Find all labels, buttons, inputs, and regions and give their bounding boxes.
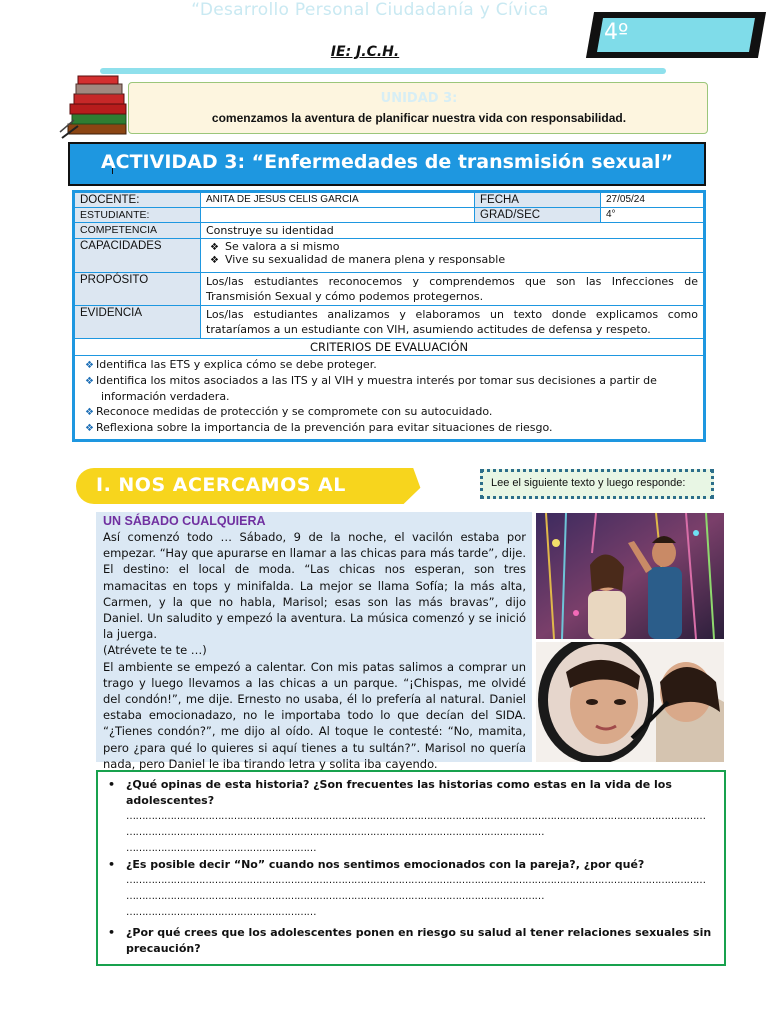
evidencia-value: Los/las estudiantes analizamos y elaboramos un texto donde explicamos como trataríamos a un estudiante con VIH, asumiendo actitudes de defensa y respeto. — [201, 306, 704, 339]
unit-box — [128, 82, 708, 134]
grado-label: GRAD/SEC — [475, 208, 601, 223]
competencia-label: COMPETENCIA — [75, 223, 201, 239]
proposito-label: PROPÓSITO — [75, 273, 201, 306]
list-item: ❖ Identifica las ETS y explica cómo se debe proteger. — [85, 358, 377, 371]
party-photo — [536, 513, 724, 639]
school-label: IE: J.C.H. — [330, 44, 400, 60]
makeup-photo — [536, 642, 724, 762]
list-item: ❖ Reflexiona sobre la importancia de la prevención para evitar situaciones de riesgo. — [85, 421, 553, 434]
docente-value: ANITA DE JESUS CELIS GARCIA — [201, 193, 475, 208]
grade-badge — [590, 12, 765, 58]
section-title: I. NOS ACERCAMOS AL — [96, 474, 346, 496]
table-row — [75, 273, 704, 306]
unit-subtitle: comenzamos la aventura de planificar nuestra vida con responsabilidad. — [211, 111, 627, 125]
evidencia-label: EVIDENCIA — [75, 306, 201, 339]
answer-line[interactable]: …………………………………………………………………………………………………………………… — [126, 827, 544, 838]
diamond-bullet-icon: ❖ — [85, 423, 94, 434]
questions-box — [96, 770, 726, 966]
list-item-continuation: información verdadera. — [101, 390, 230, 403]
estudiante-field[interactable] — [201, 208, 475, 223]
activity-title: ACTIVIDAD 3: “Enfermedades de transmisión sexual” — [100, 151, 674, 173]
list-item: ❖ Reconoce medidas de protección y se compromete con su autocuidado. — [85, 405, 493, 418]
diamond-bullet-icon: ❖ — [210, 255, 219, 266]
activity-title-bar — [68, 142, 706, 186]
question-text: ¿Por qué crees que los adolescentes ponen en riesgo su salud al tener relaciones sexuales sin precaución? — [126, 926, 712, 955]
header-divider — [100, 68, 666, 74]
table-row — [75, 223, 704, 239]
answer-line[interactable]: ………………………………………………………………………………………………………………………………………………………………… — [126, 875, 706, 886]
table-row — [75, 339, 704, 356]
course-title: “Desarrollo Personal Ciudadanía y Cívica — [191, 0, 549, 20]
story-title: UN SÁBADO CUALQUIERA — [103, 514, 266, 528]
story-box — [96, 512, 532, 771]
capacidades-label: CAPACIDADES — [75, 239, 201, 273]
grade-label: 4º — [604, 20, 629, 45]
estudiante-label: ESTUDIANTE: — [75, 208, 201, 223]
answer-line[interactable]: …………………………………………………… — [126, 907, 316, 918]
diamond-bullet-icon: ❖ — [210, 242, 219, 253]
question-item: • ¿Por qué crees que los adolescentes ponen en riesgo su salud al tener relaciones sexuales sin precaución? — [106, 925, 714, 957]
diamond-bullet-icon: ❖ — [85, 407, 94, 418]
instruction-box: Lee el siguiente texto y luego responde: — [480, 469, 714, 499]
criterios-header: CRITERIOS DE EVALUACIÓN — [75, 339, 704, 356]
docente-label: DOCENTE: — [75, 193, 201, 208]
question-item: • ¿Es posible decir “No” cuando nos sentimos emocionados con la pareja?, ¿por qué? — [108, 858, 645, 871]
capacidades-list — [201, 239, 704, 273]
criterios-list — [75, 356, 704, 440]
question-item: • ¿Qué opinas de esta historia? ¿Son frecuentes las historias como estas en la vida de los adolescentes? — [106, 777, 714, 809]
question-text: ¿Es posible decir “No” cuando nos sentimos emocionados con la pareja?, ¿por qué? — [126, 858, 645, 871]
list-item: ❖ Se valora a si mismo — [210, 240, 340, 253]
diamond-bullet-icon: ❖ — [85, 360, 94, 371]
section-banner — [76, 468, 442, 504]
table-row — [75, 193, 704, 208]
proposito-value: Los/las estudiantes reconocemos y comprendemos que son las Infecciones de Transmisión Sexual y cómo podemos protegernos. — [201, 273, 704, 306]
list-item: ❖ Identifica los mitos asociados a las ITS y al VIH y muestra interés por tomar sus decisiones a partir de — [85, 374, 657, 387]
story-paragraph: (Atrévete te te …) — [103, 643, 207, 658]
answer-line[interactable]: ………………………………………………………………………………………………………………………………………………………………… — [126, 811, 706, 822]
grado-value: 4° — [601, 208, 704, 223]
unit-title: UNIDAD 3: — [380, 91, 458, 106]
competencia-value: Construye su identidad — [201, 223, 704, 239]
table-row — [75, 356, 704, 440]
question-text: ¿Qué opinas de esta historia? ¿Son frecuentes las historias como estas en la vida de los adolescentes? — [126, 778, 672, 807]
story-paragraph: Así comenzó todo … Sábado, 9 de la noche, el vacilón estaba por empezar. “Hay que apurarse en llamar a las chicas para más tarde”, dije. El destino: el local de moda. “Las chicas nos esperan, son tres mamacitas en tops y minifalda. La mejor se llama Sofía; la más alta, Carmen, y la que no habla, Marisol; esas son las más bravas”, dijo Daniel. Un saludito y empezó la aventura. La música comenzó y se inició la juerga. — [103, 530, 526, 642]
answer-line[interactable]: …………………………………………………………………………………………………………………… — [126, 891, 544, 902]
list-item: ❖ Vive su sexualidad de manera plena y responsable — [210, 253, 506, 266]
fecha-label: FECHA — [475, 193, 601, 208]
answer-line[interactable]: …………………………………………………… — [126, 843, 316, 854]
table-row — [75, 306, 704, 339]
story-paragraph: El ambiente se empezó a calentar. Con mis patas salimos a comprar un trago y luego llevamos a las chicas a un parque. “¡Chispas, me olvidé del condón!”, me dije. Ernesto no usaba, él lo prefería al natural. Daniel estaba emocionadazo, no le importaba todo lo que decían del SIDA. “¿Tienes condón?”, me dijo al oído. Al toque le contesté: “No, mamita, pero ¿para qué lo quieres si aquí tienes a tu sultán?”. Marisol no quería nada, pero Daniel le iba tirando letra y solita iba cayendo. — [103, 659, 526, 771]
diamond-bullet-icon: ❖ — [85, 376, 94, 387]
fecha-value: 27/05/24 — [601, 193, 704, 208]
table-row — [75, 208, 704, 223]
books-icon — [58, 72, 136, 142]
info-table — [72, 190, 706, 442]
table-row — [75, 239, 704, 273]
